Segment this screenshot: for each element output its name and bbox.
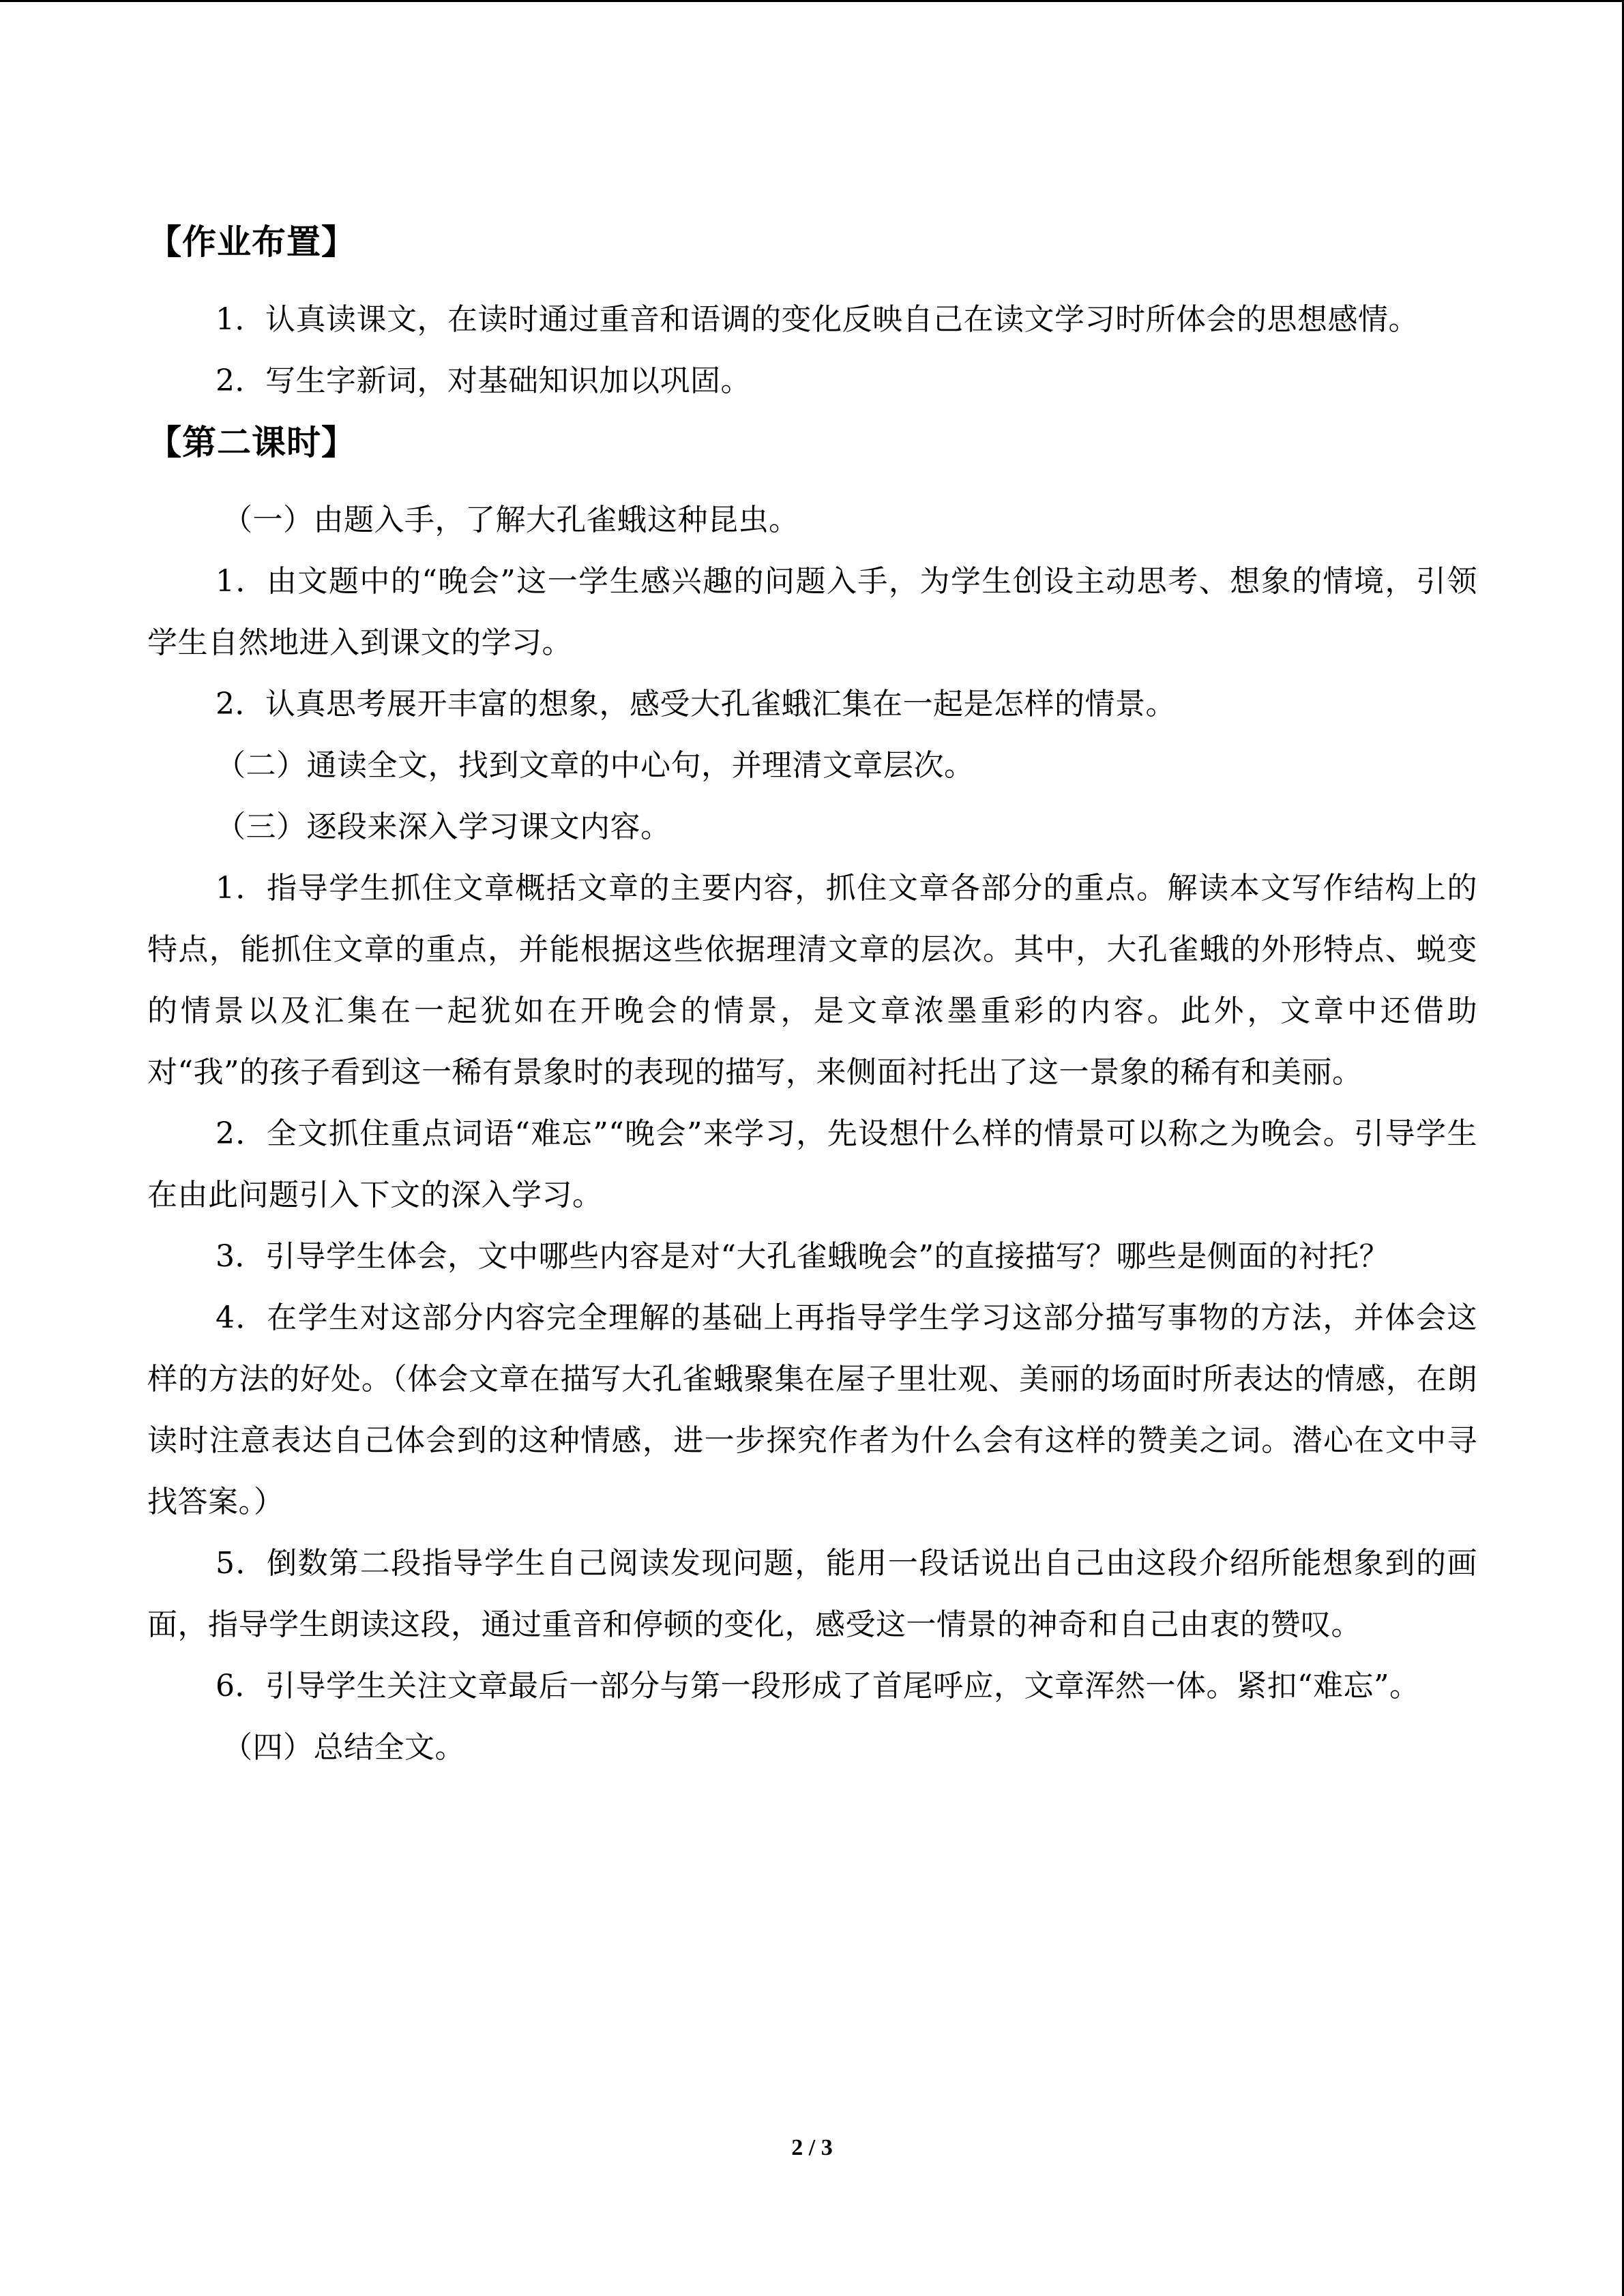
lesson2-paragraph: 3．引导学生体会，文中哪些内容是对“大孔雀蛾晚会”的直接描写？哪些是侧面的衬托？	[216, 1239, 1389, 1274]
lesson2-subheading-4: （四）总结全文。	[222, 1730, 465, 1765]
lesson2-subheading-3: （三）逐段来深入学习课文内容。	[216, 809, 671, 844]
homework-item-2: 2．写生字新词，对基础知识加以巩固。	[216, 363, 751, 398]
lesson2-subheading-2: （二）通读全文，找到文章的中心句，并理清文章层次。	[216, 748, 975, 783]
lesson2-paragraph: 1．指导学生抓住文章概括文章的主要内容，抓住文章各部分的重点。解读本文写作结构上的特点，能抓住文章的重点，并能根据这些依据理清文章的层次。其中，大孔雀蛾的外形特点、蜕变的情景以及汇集在一起犹如在开晚会的情景，是文章浓墨重彩的内容。此外，文章中还借助对“我”的孩子看到这一稀有景象时的表现的描写，来侧面衬托出了这一景象的稀有和美丽。	[147, 871, 1477, 1090]
section-heading-homework: 【作业布置】	[147, 222, 356, 262]
lesson2-paragraph: 6．引导学生关注文章最后一部分与第一段形成了首尾呼应，文章浑然一体。紧扣“难忘”。	[216, 1669, 1420, 1703]
lesson2-paragraph: 1．由文题中的“晚会”这一学生感兴趣的问题入手，为学生创设主动思考、想象的情境，引领学生自然地进入到课文的学习。	[147, 564, 1477, 660]
lesson2-paragraph: 2．全文抓住重点词语“难忘”“晚会”来学习，先设想什么样的情景可以称之为晚会。引导学生在由此问题引入下文的深入学习。	[147, 1116, 1477, 1212]
lesson2-paragraph: 2．认真思考展开丰富的想象，感受大孔雀蛾汇集在一起是怎样的情景。	[216, 687, 1176, 721]
section-heading-lesson2: 【第二课时】	[147, 423, 356, 462]
document-body	[147, 211, 1477, 1778]
lesson2-paragraph: 4．在学生对这部分内容完全理解的基础上再指导学生学习这部分描写事物的方法，并体会这样的方法的好处。（体会文章在描写大孔雀蛾聚集在屋子里壮观、美丽的场面时所表达的情感，在朗读时注意表达自己体会到的这种情感，进一步探究作者为什么会有这样的赞美之词。潜心在文中寻找答案。）	[147, 1300, 1477, 1519]
lesson2-paragraph: 5．倒数第二段指导学生自己阅读发现问题，能用一段话说出自己由这段介绍所能想象到的画面，指导学生朗读这段，通过重音和停顿的变化，感受这一情景的神奇和自己由衷的赞叹。	[147, 1546, 1477, 1642]
page-number: 2 / 3	[791, 2135, 833, 2160]
lesson2-subheading-1: （一）由题入手，了解大孔雀蛾这种昆虫。	[222, 503, 799, 537]
homework-item-1: 1．认真读课文，在读时通过重音和语调的变化反映自己在读文学习时所体会的思想感情。	[216, 302, 1419, 337]
top-border-line	[0, 0, 1624, 2]
